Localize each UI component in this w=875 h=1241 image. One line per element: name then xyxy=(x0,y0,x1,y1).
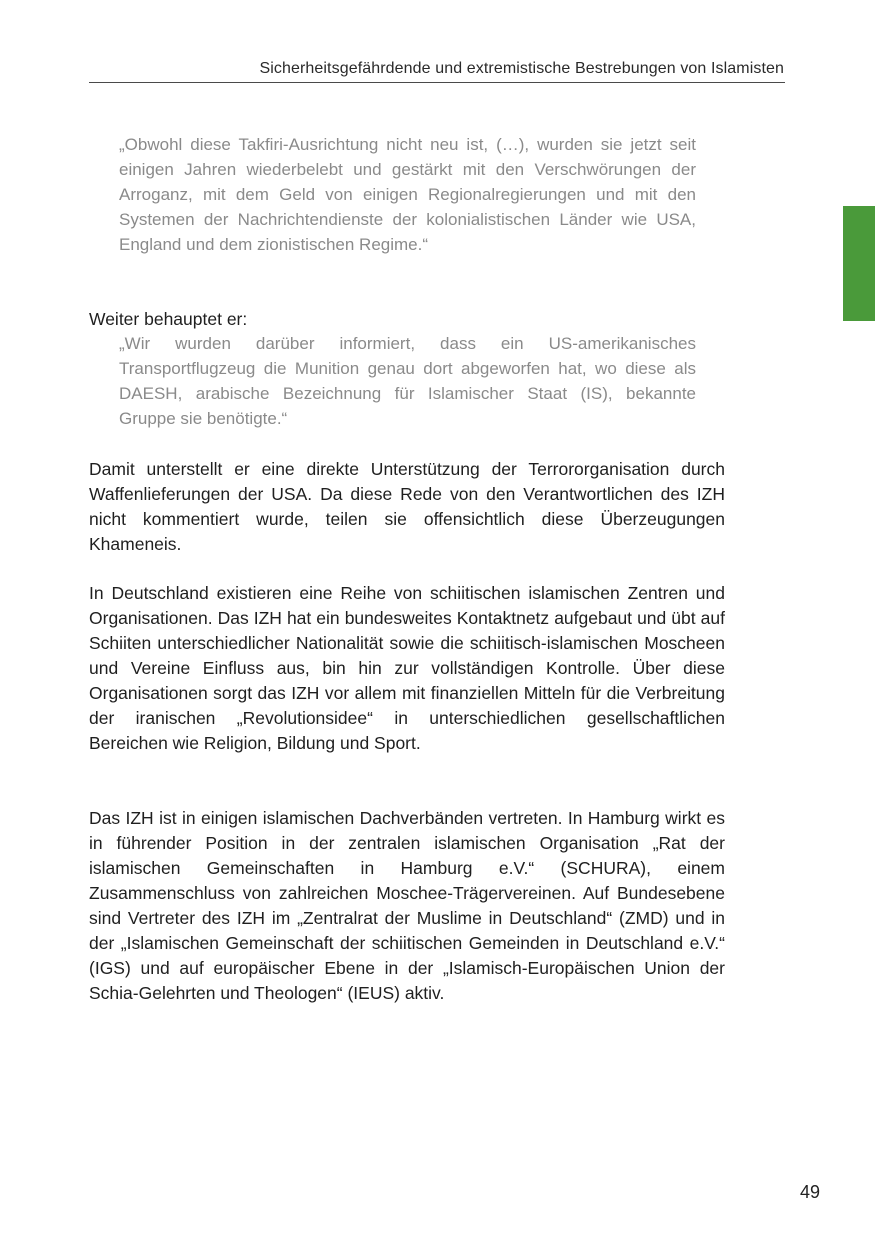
paragraph-2: In Deutschland existieren eine Reihe von schiitischen islamischen Zentren und Organisationen. Das IZH hat ein bundesweites Kontaktnetz aufgebaut und übt auf Schiiten unterschiedlicher Nationalität sowie die schiitisch-islamischen Moscheen und Vereine Einfluss aus, bin hin zur vollständigen Kontrolle. Über diese Organisationen sorgt das IZH vor allem mit finanziellen Mitteln für die Verbreitung der iranischen „Revolutionsidee“ in unterschiedlichen gesellschaftlichen Bereichen wie Religion, Bildung und Sport. xyxy=(89,583,725,753)
header-divider xyxy=(89,82,785,83)
page-number: 49 xyxy=(799,1182,820,1202)
block-quote-1: „Obwohl diese Takfiri-Ausrichtung nicht neu ist, (…), wurden sie jetzt seit einigen Jahren wiederbelebt und gestärkt mit den Verschwörungen der Arroganz, mit dem Geld von einigen Regionalregierungen und mit den Systemen der Nachrichtendienste der kolonialistischen Länder wie USA, England und dem zionistischen Regime.“ xyxy=(119,135,696,254)
paragraph-1: Damit unterstellt er eine direkte Unterstützung der Terrororganisation durch Waffenlieferungen der USA. Da diese Rede von den Verantwortlichen des IZH nicht kommentiert wurde, teilen sie offensichtlich diese Überzeugungen Khameneis. xyxy=(89,459,725,554)
lead-in-text: Weiter behauptet er: xyxy=(89,309,248,329)
running-header: Sicherheitsgefährdende und extremistische Bestrebungen von Islamisten xyxy=(259,60,784,77)
block-quote-2: „Wir wurden darüber informiert, dass ein US-amerikanisches Transportflugzeug die Munition genau dort abgeworfen hat, wo diese als DAESH, arabische Bezeichnung für Islamischer Staat (IS), bekannte Gruppe sie benötigte.“ xyxy=(119,334,696,428)
paragraph-3: Das IZH ist in einigen islamischen Dachverbänden vertreten. In Hamburg wirkt es in führender Position in der zentralen islamischen Organisation „Rat der islamischen Gemeinschaften in Hamburg e.V.“ (SCHURA), einem Zusammenschluss von zahlreichen Moschee-Trägervereinen. Auf Bundesebene sind Vertreter des IZH im „Zentralrat der Muslime in Deutschland“ (ZMD) und in der „Islamischen Gemeinschaft der schiitischen Gemeinden in Deutschland e.V.“ (IGS) und auf europäischer Ebene in der „Islamisch-Europäischen Union der Schia-Gelehrten und Theologen“ (IEUS) aktiv. xyxy=(89,808,725,1003)
chapter-color-tab xyxy=(843,206,875,321)
